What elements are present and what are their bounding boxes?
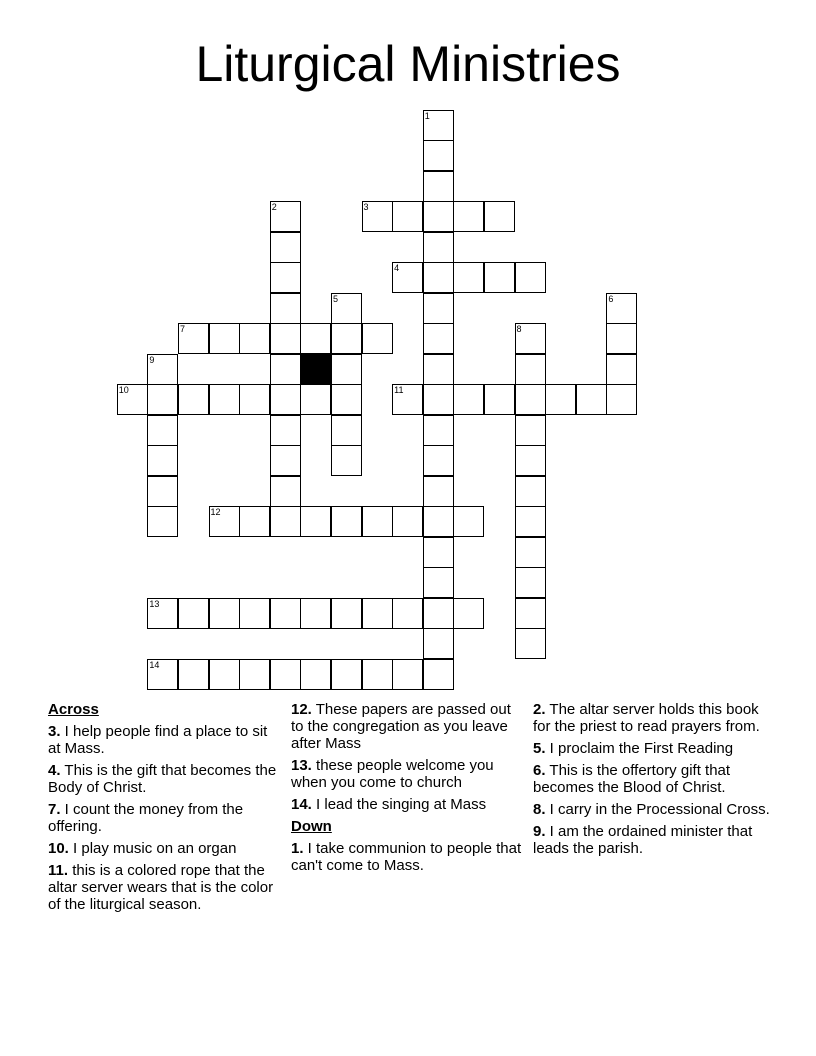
grid-cell[interactable] — [423, 232, 454, 263]
clue-number: 7 — [179, 324, 185, 335]
clue-number: 13. — [291, 757, 312, 774]
grid-cell[interactable] — [515, 476, 546, 507]
grid-cell[interactable] — [453, 506, 484, 537]
across-clue — [291, 701, 526, 752]
grid-cell[interactable] — [147, 476, 178, 507]
across-clue — [48, 723, 278, 757]
grid-cell[interactable] — [606, 384, 637, 415]
grid-cell[interactable] — [362, 506, 393, 537]
clue-number: 13 — [149, 598, 160, 609]
grid-cell[interactable] — [178, 323, 209, 354]
grid-cell[interactable] — [117, 384, 148, 415]
down-heading: Down — [291, 818, 332, 835]
grid-cell[interactable] — [331, 659, 362, 690]
grid-cell[interactable] — [453, 201, 484, 232]
clue-number: 7. — [48, 801, 61, 818]
grid-cell[interactable] — [423, 384, 454, 415]
across-clue — [48, 862, 278, 913]
grid-cell[interactable] — [239, 598, 270, 629]
grid-cell[interactable] — [239, 384, 270, 415]
grid-cell[interactable] — [209, 659, 240, 690]
grid-cell[interactable] — [423, 354, 454, 385]
puzzle-title: Liturgical Ministries — [195, 36, 621, 92]
grid-cell[interactable] — [331, 415, 362, 446]
grid-cell[interactable] — [239, 323, 270, 354]
clue-text: I am the ordained minister that leads the parish. — [533, 823, 753, 857]
clue-column-2 — [291, 701, 526, 879]
clue-number: 14. — [291, 796, 312, 813]
grid-cell[interactable] — [300, 323, 331, 354]
clue-column-1 — [48, 701, 278, 918]
down-clue — [533, 801, 773, 818]
grid-cell[interactable] — [209, 384, 240, 415]
grid-cell[interactable] — [423, 476, 454, 507]
clue-number: 9. — [533, 823, 546, 840]
grid-cell[interactable] — [515, 506, 546, 537]
grid-cell[interactable] — [300, 506, 331, 537]
grid-cell[interactable] — [270, 415, 301, 446]
grid-cell[interactable] — [270, 659, 301, 690]
across-heading: Across — [48, 701, 99, 718]
grid-cell[interactable] — [147, 445, 178, 476]
grid-cell[interactable] — [484, 262, 515, 293]
grid-cell[interactable] — [423, 262, 454, 293]
clue-number: 6. — [533, 762, 546, 779]
grid-cell[interactable] — [270, 476, 301, 507]
grid-cell[interactable] — [606, 293, 637, 324]
clue-number: 10. — [48, 840, 69, 857]
grid-cell[interactable] — [423, 323, 454, 354]
grid-cell[interactable] — [362, 598, 393, 629]
clue-text: This is the gift that becomes the Body of Christ. — [48, 762, 277, 796]
grid-cell[interactable] — [423, 171, 454, 202]
grid-cell[interactable] — [270, 384, 301, 415]
clue-number: 10 — [118, 385, 129, 396]
grid-cell[interactable] — [270, 445, 301, 476]
grid-cell[interactable] — [362, 659, 393, 690]
grid-cell[interactable] — [147, 659, 178, 690]
grid-cell[interactable] — [453, 262, 484, 293]
clue-number: 11. — [48, 862, 69, 879]
clue-text: I lead the singing at Mass — [311, 796, 487, 813]
clue-number: 5 — [332, 293, 338, 304]
clue-text: I take communion to people that can't come to Mass. — [291, 840, 522, 874]
across-clue — [48, 762, 278, 796]
clue-text: The altar server holds this book for the priest to read prayers from. — [533, 701, 760, 735]
clue-number: 2. — [533, 701, 546, 718]
grid-cell[interactable] — [331, 323, 362, 354]
grid-cell[interactable] — [209, 506, 240, 537]
grid-cell[interactable] — [484, 201, 515, 232]
grid-cell[interactable] — [392, 506, 423, 537]
grid-cell[interactable] — [300, 384, 331, 415]
clue-column-3 — [533, 701, 773, 862]
grid-cell[interactable] — [392, 262, 423, 293]
grid-cell[interactable] — [392, 659, 423, 690]
grid-cell[interactable] — [423, 445, 454, 476]
grid-cell[interactable] — [423, 628, 454, 659]
grid-cell[interactable] — [270, 201, 301, 232]
clue-number: 12 — [210, 507, 221, 518]
grid-cell[interactable] — [423, 598, 454, 629]
grid-cell[interactable] — [331, 384, 362, 415]
grid-cell[interactable] — [515, 384, 546, 415]
clue-number: 5. — [533, 740, 546, 757]
clue-text: this is a colored rope that the altar server wears that is the color of the liturgical season. — [48, 862, 274, 913]
down-clue — [533, 762, 773, 796]
grid-cell[interactable] — [423, 537, 454, 568]
grid-cell[interactable] — [147, 598, 178, 629]
down-clue-list — [291, 840, 526, 874]
grid-cell[interactable] — [515, 598, 546, 629]
grid-cell[interactable] — [178, 659, 209, 690]
clue-number: 3. — [48, 723, 61, 740]
grid-cell[interactable] — [331, 598, 362, 629]
down-clue — [291, 840, 526, 874]
grid-cell[interactable] — [484, 384, 515, 415]
grid-cell[interactable] — [300, 598, 331, 629]
grid-cell[interactable] — [300, 659, 331, 690]
clue-number: 14 — [149, 659, 160, 670]
down-clue — [533, 823, 773, 857]
grid-cell[interactable] — [423, 567, 454, 598]
grid-cell[interactable] — [423, 201, 454, 232]
clue-text: These papers are passed out to the congregation as you leave after Mass — [291, 701, 511, 752]
grid-cell[interactable] — [178, 598, 209, 629]
grid-cell[interactable] — [270, 262, 301, 293]
clue-number: 12. — [291, 701, 312, 718]
grid-cell[interactable] — [423, 659, 454, 690]
clue-number: 8. — [533, 801, 546, 818]
clue-text: I count the money from the offering. — [48, 801, 244, 835]
grid-cell[interactable] — [362, 201, 393, 232]
grid-cell[interactable] — [209, 323, 240, 354]
grid-cell[interactable] — [453, 384, 484, 415]
grid-cell[interactable] — [515, 537, 546, 568]
grid-cell[interactable] — [515, 354, 546, 385]
grid-cell[interactable] — [423, 415, 454, 446]
black-cell — [300, 354, 331, 385]
grid-cell[interactable] — [178, 384, 209, 415]
clue-number: 4 — [394, 263, 400, 274]
clue-text: I help people find a place to sit at Mass. — [48, 723, 268, 757]
grid-cell[interactable] — [606, 354, 637, 385]
grid-cell[interactable] — [545, 384, 576, 415]
down-clue-list-continued — [533, 701, 773, 857]
clue-number: 3 — [363, 202, 369, 213]
grid-cell[interactable] — [331, 354, 362, 385]
grid-cell[interactable] — [239, 659, 270, 690]
grid-cell[interactable] — [515, 262, 546, 293]
across-clue — [291, 757, 526, 791]
down-clue — [533, 701, 773, 735]
grid-cell[interactable] — [515, 323, 546, 354]
grid-cell[interactable] — [515, 445, 546, 476]
down-clue — [533, 740, 773, 757]
grid-cell[interactable] — [392, 384, 423, 415]
grid-cell[interactable] — [270, 232, 301, 263]
grid-cell[interactable] — [423, 293, 454, 324]
grid-cell[interactable] — [147, 506, 178, 537]
clue-number: 6 — [608, 293, 614, 304]
clue-text: I proclaim the First Reading — [545, 740, 734, 757]
clue-text: I carry in the Processional Cross. — [545, 801, 770, 818]
across-clue-list — [48, 723, 278, 913]
grid-cell[interactable] — [392, 201, 423, 232]
grid-cell[interactable] — [423, 110, 454, 141]
grid-cell[interactable] — [423, 140, 454, 171]
clue-number: 11 — [394, 385, 404, 396]
clue-number: 4. — [48, 762, 61, 779]
clue-number: 2 — [271, 202, 277, 213]
clue-text: I play music on an organ — [68, 840, 237, 857]
clue-number: 9 — [149, 354, 155, 365]
grid-cell[interactable] — [147, 415, 178, 446]
across-clue-list-continued — [291, 701, 526, 813]
clue-text: This is the offertory gift that becomes the Blood of Christ. — [533, 762, 731, 796]
grid-cell[interactable] — [270, 598, 301, 629]
across-clue — [291, 796, 526, 813]
across-clue — [48, 801, 278, 835]
grid-cell[interactable] — [270, 293, 301, 324]
across-clue — [48, 840, 278, 857]
grid-cell[interactable] — [270, 506, 301, 537]
grid-cell[interactable] — [331, 506, 362, 537]
grid-cell[interactable] — [362, 323, 393, 354]
grid-cell[interactable] — [453, 598, 484, 629]
grid-cell[interactable] — [515, 628, 546, 659]
grid-cell[interactable] — [270, 323, 301, 354]
grid-cell[interactable] — [147, 354, 178, 385]
grid-cell[interactable] — [209, 598, 240, 629]
clue-number: 1 — [424, 110, 430, 121]
grid-cell[interactable] — [239, 506, 270, 537]
grid-cell[interactable] — [392, 598, 423, 629]
grid-cell[interactable] — [147, 384, 178, 415]
grid-cell[interactable] — [270, 354, 301, 385]
clue-number: 1. — [291, 840, 304, 857]
grid-cell[interactable] — [515, 567, 546, 598]
clue-text: these people welcome you when you come to church — [291, 757, 494, 791]
grid-cell[interactable] — [606, 323, 637, 354]
grid-cell[interactable] — [515, 415, 546, 446]
grid-cell[interactable] — [331, 445, 362, 476]
grid-cell[interactable] — [331, 293, 362, 324]
grid-cell[interactable] — [576, 384, 607, 415]
clue-number: 8 — [516, 324, 522, 335]
grid-cell[interactable] — [423, 506, 454, 537]
